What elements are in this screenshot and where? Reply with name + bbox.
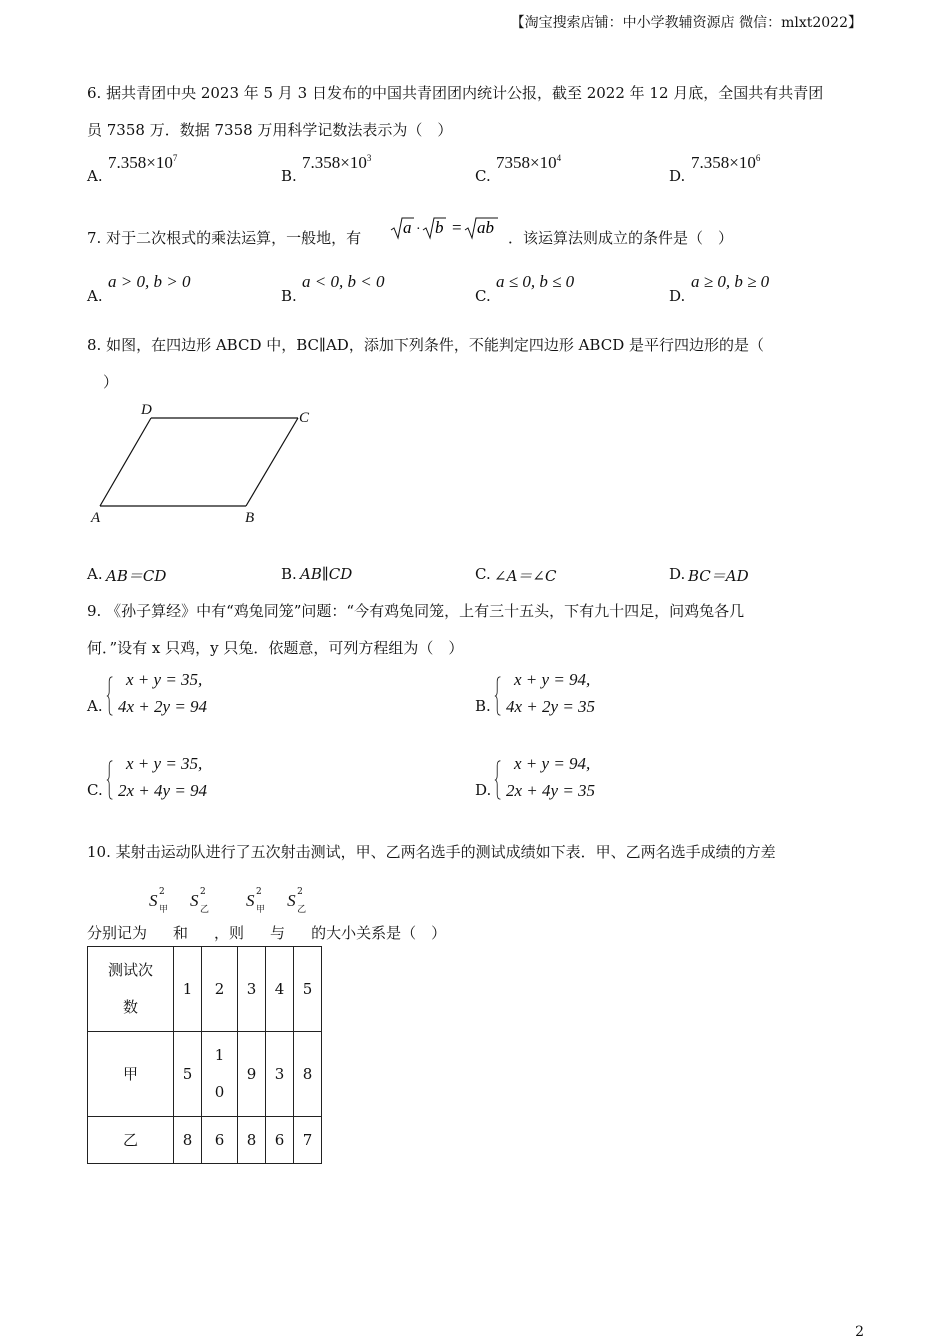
page-number: 2 xyxy=(855,1324,864,1340)
cell-jia-1: 5 xyxy=(174,1032,202,1117)
page-header: 【淘宝搜索店铺：中小学教辅资源店 微信：mlxt2022】 xyxy=(510,15,862,31)
header-cell-4: 4 xyxy=(266,947,294,1032)
cell-yi-1: 8 xyxy=(174,1117,202,1164)
q7-option-a-letter: A. xyxy=(87,287,103,305)
q6-stem-line2: 员 7358 万．数据 7358 万用科学记数法表示为（ ） xyxy=(87,121,453,139)
q9-option-a-letter: A. xyxy=(87,697,103,715)
q10-text-a: 分别记为 xyxy=(87,924,148,942)
q9-option-d-system xyxy=(494,754,624,806)
q9-stem-line1: 9. 《孙子算经》中有“鸡兔同笼”问题：“今有鸡兔同笼，上有三十五头，下有九十四足，问鸡兔各几 xyxy=(87,602,745,620)
cell-jia-4: 3 xyxy=(266,1032,294,1117)
q9-option-b-letter: B. xyxy=(475,697,491,715)
q10-text-d: 与 xyxy=(270,924,286,942)
q8-option-a-letter: A. xyxy=(87,565,103,583)
q8-option-c-letter: C. xyxy=(475,565,491,583)
q7-stem-suffix: ．该运算法则成立的条件是（ ） xyxy=(508,229,734,247)
q7-option-d-letter: D. xyxy=(669,287,686,305)
q8-stem-line1: 8. 如图，在四边形 ABCD 中，BC∥AD，添加下列条件，不能判定四边形 ABCD 是平行四边形的是（ xyxy=(87,336,764,354)
q9-c-eq1: x + y = 35, xyxy=(126,754,203,773)
q8-option-a-value: AB＝CD xyxy=(106,567,167,585)
q7-radical-formula xyxy=(390,213,505,241)
q8-option-d-value: BC＝AD xyxy=(688,567,749,585)
q9-option-c-letter: C. xyxy=(87,781,103,799)
q9-stem-line2: 何．”设有 x 只鸡，y 只兔．依题意，可列方程组为（ ） xyxy=(87,639,464,657)
q9-option-b-system xyxy=(494,670,624,722)
svg-text:=: = xyxy=(452,218,462,237)
header-cell-3: 3 xyxy=(238,947,266,1032)
cell-yi-3: 8 xyxy=(238,1117,266,1164)
header-cell-1: 1 xyxy=(174,947,202,1032)
q9-option-a-system xyxy=(106,670,236,722)
cell-yi-4: 6 xyxy=(266,1117,294,1164)
score-table xyxy=(87,946,322,1164)
table-header-row xyxy=(88,947,322,1032)
svg-text:ab: ab xyxy=(477,218,494,237)
s-jia-squared-1: S 2 甲 xyxy=(149,887,169,915)
table-row xyxy=(88,1032,322,1117)
q6-option-b-letter: B. xyxy=(281,167,297,185)
figure-label-a: A xyxy=(91,510,101,526)
q8-stem-line2: ） xyxy=(103,373,119,391)
q8-option-b-value: AB∥CD xyxy=(300,565,353,583)
q7-option-b-letter: B. xyxy=(281,287,297,305)
q9-option-c-system xyxy=(106,754,236,806)
q8-option-d-letter: D. xyxy=(669,565,686,583)
q9-d-eq1: x + y = 94, xyxy=(514,754,591,773)
svg-text:b: b xyxy=(435,218,444,237)
q7-option-d-value: a ≥ 0, b ≥ 0 xyxy=(691,272,770,291)
q10-stem-line1: 10. 某射击运动队进行了五次射击测试，甲、乙两名选手的测试成绩如下表．甲、乙两名选手成绩的方差 xyxy=(87,843,776,861)
q9-option-d-letter: D. xyxy=(475,781,492,799)
figure-label-c: C xyxy=(299,410,310,426)
cell-jia-2: 10 xyxy=(202,1032,238,1117)
side-da xyxy=(100,418,151,506)
q8-option-b-letter: B. xyxy=(281,565,297,583)
figure-label-d: D xyxy=(141,402,152,418)
q9-d-eq2: 2x + 4y = 35 xyxy=(506,781,596,800)
svg-text:a: a xyxy=(403,218,412,237)
s-yi-squared-1: S 2 乙 xyxy=(190,887,210,915)
s-yi-squared-2: S 2 乙 xyxy=(287,887,307,915)
table-row xyxy=(88,1117,322,1164)
q6-option-a-letter: A. xyxy=(87,167,103,185)
q9-b-eq2: 4x + 2y = 35 xyxy=(506,697,596,716)
q6-option-a-value: $7.358\times 10^7$ xyxy=(108,153,178,172)
q8-option-c-value: ∠A＝∠C xyxy=(494,567,557,585)
q6-option-c-value: $7358\times 10^4$ xyxy=(496,153,562,172)
svg-text:·: · xyxy=(416,222,421,237)
q8-parallelogram-figure xyxy=(88,402,318,530)
q7-option-a-value: a > 0, b > 0 xyxy=(108,272,191,291)
q10-text-c: ，则 xyxy=(214,924,245,942)
q7-option-c-letter: C. xyxy=(475,287,491,305)
q6-option-b-value: $7.358\times 10^3$ xyxy=(302,153,372,172)
q6-option-d-value: $7.358\times 10^6$ xyxy=(691,153,761,172)
q10-stem-line2 xyxy=(87,885,447,942)
q9-b-eq1: x + y = 94, xyxy=(514,670,591,689)
side-bc xyxy=(246,418,298,506)
q10-text-e: 的大小关系是（ ） xyxy=(311,924,447,942)
q9-a-eq2: 4x + 2y = 94 xyxy=(118,697,208,716)
header-cell-2: 2 xyxy=(202,947,238,1032)
figure-label-b: B xyxy=(245,510,255,526)
q9-c-eq2: 2x + 4y = 94 xyxy=(118,781,208,800)
q10-text-b: 和 xyxy=(173,924,189,942)
cell-yi-2: 6 xyxy=(202,1117,238,1164)
header-cell-label: 测试次数 xyxy=(88,947,174,1032)
s-jia-squared-2: S 2 甲 xyxy=(246,887,266,915)
row-label-jia: 甲 xyxy=(88,1032,174,1117)
cell-jia-3: 9 xyxy=(238,1032,266,1117)
q7-option-c-value: a ≤ 0, b ≤ 0 xyxy=(496,272,575,291)
q6-option-c-letter: C. xyxy=(475,167,491,185)
cell-jia-5: 8 xyxy=(294,1032,322,1117)
q9-a-eq1: x + y = 35, xyxy=(126,670,203,689)
row-label-yi: 乙 xyxy=(88,1117,174,1164)
q6-option-d-letter: D. xyxy=(669,167,686,185)
q6-stem-line1: 6. 据共青团中央 2023 年 5 月 3 日发布的中国共青团团内统计公报，截至 2022 年 12 月底，全国共有共青团 xyxy=(87,84,824,102)
q7-option-b-value: a < 0, b < 0 xyxy=(302,272,385,291)
header-cell-5: 5 xyxy=(294,947,322,1032)
cell-yi-5: 7 xyxy=(294,1117,322,1164)
q7-stem-prefix: 7. 对于二次根式的乘法运算，一般地，有 xyxy=(87,229,362,247)
